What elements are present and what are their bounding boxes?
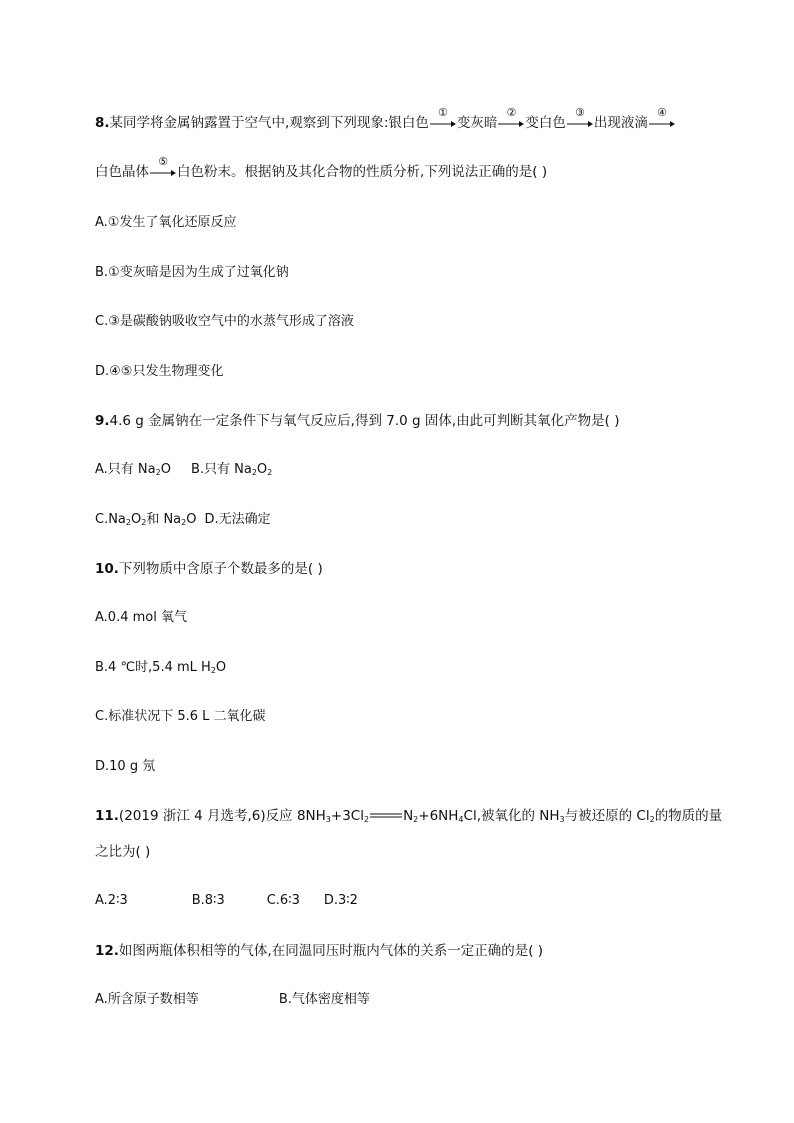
step-text: 出现液滴 (593, 115, 648, 131)
q9-option-c[interactable]: $C.Na_2O_2$和 $Na_2O$ (95, 512, 197, 527)
question-text: 4.6 g 金属钠在一定条件下与氧气反应后,得到 7.0 g 固体,由此可判断其氧化产物是( ) (109, 413, 620, 429)
question-8-line-1 (95, 106, 676, 133)
q12-option-a[interactable]: A.所含原子数相等 (95, 992, 199, 1007)
q8-option-d[interactable]: D.④⑤只发生物理变化 (95, 364, 224, 379)
reaction-arrow-2: ② (498, 113, 524, 133)
question-9 (95, 411, 619, 431)
q11-option-a[interactable]: A.2∶3 (95, 893, 128, 908)
question-text: 某同学将金属钠露置于空气中,观察到下列现象:银白色 (109, 115, 429, 131)
question-8-line-2 (95, 155, 548, 182)
reaction-arrow-5: ⑤ (150, 162, 176, 182)
q9-option-a[interactable]: A.只有 $Na_2O$ (95, 462, 171, 477)
question-11-line-2: 之比为( ) (95, 844, 151, 860)
question-12 (95, 941, 543, 961)
q11-option-b[interactable]: B.8∶3 (191, 893, 225, 908)
q12-options-row (95, 990, 370, 1010)
q9-option-b[interactable]: B.只有 $Na_2O_2$ (190, 462, 273, 477)
reaction-arrow-1: ① (430, 113, 456, 133)
q10-option-a[interactable]: A.0.4 mol 氧气 (95, 610, 187, 625)
q8-option-b[interactable]: B.①变灰暗是因为生成了过氧化钠 (95, 265, 289, 280)
q10-option-c[interactable]: C.标准状况下 5.6 L 二氧化碳 (95, 709, 266, 724)
question-text: 白色粉末。根据钠及其化合物的性质分析,下列说法正确的是( ) (177, 164, 548, 180)
q9-options-row-2 (95, 510, 271, 533)
q11-options-row (95, 891, 358, 911)
q10-option-b[interactable]: B.4 ℃时,5.4 mL $H_2O$ (95, 660, 227, 675)
q10-option-d[interactable]: D.10 g 氖 (95, 759, 156, 774)
q8-option-c[interactable]: C.③是碳酸钠吸收空气中的水蒸气形成了溶液 (95, 314, 354, 329)
question-number: 12. (95, 943, 119, 959)
question-text: (2019 浙江 4 月选考,6)反应 $8NH_3+3Cl_2$ $N_2+6NH_4Cl$,被氧化的 $NH_3$与被还原的 $Cl_2$的物质的量 (118, 808, 723, 824)
question-number: 9. (95, 413, 110, 429)
q11-option-d[interactable]: D.3∶2 (323, 893, 358, 908)
question-text: 如图两瓶体积相等的气体,在同温同压时瓶内气体的关系一定正确的是( ) (118, 943, 544, 959)
question-11-line-1 (95, 806, 722, 830)
q9-options-row-1 (95, 460, 272, 483)
reaction-arrow-3: ③ (567, 113, 593, 133)
question-text: 下列物质中含原子个数最多的是( ) (118, 561, 323, 577)
question-number: 10. (95, 561, 119, 577)
q12-option-b[interactable]: B.气体密度相等 (278, 992, 370, 1007)
step-text: 白色晶体 (95, 164, 149, 180)
q11-option-c[interactable]: C.6∶3 (266, 893, 300, 908)
q8-option-a[interactable]: A.①发生了氧化还原反应 (95, 215, 237, 230)
equals-sign-icon (369, 806, 403, 826)
step-text: 变白色 (525, 115, 566, 131)
question-number: 8. (95, 115, 110, 131)
question-number: 11. (95, 808, 119, 824)
q9-option-d[interactable]: D.无法确定 (204, 512, 271, 527)
step-text: 变灰暗 (456, 115, 498, 131)
reaction-arrow-4: ④ (649, 113, 675, 133)
question-10 (95, 559, 323, 579)
